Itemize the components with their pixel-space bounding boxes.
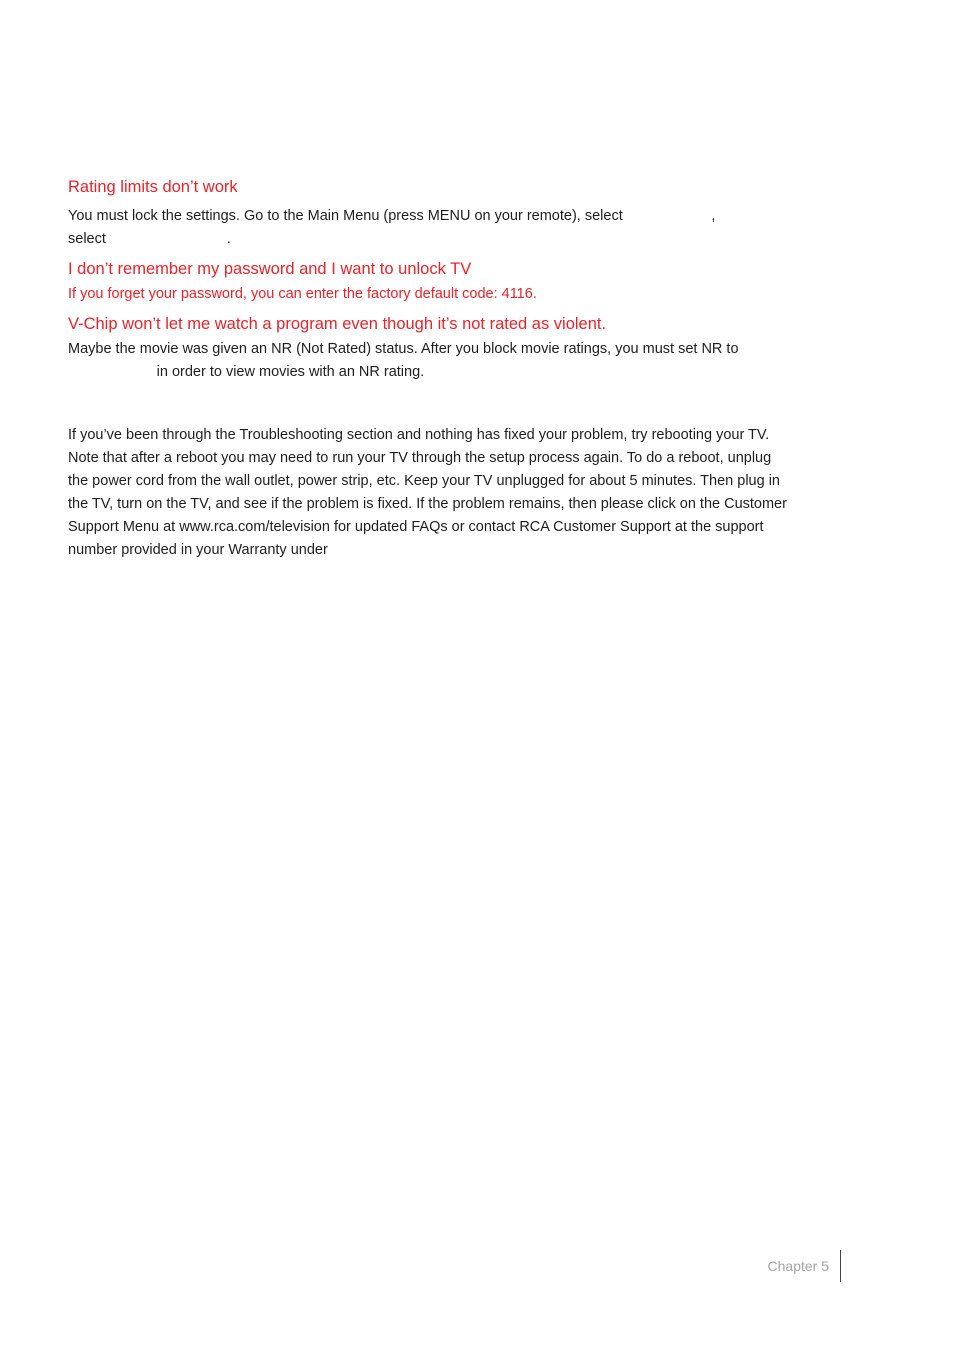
reboot-paragraph: If you’ve been through the Troubleshooting section and nothing has fixed your problem, try rebooting your TV. Note that after a reboot you may need to run your TV through the setup process again. To do a reboot, unplug the power cord from the wall outlet, power strip, etc. Keep your TV unplugged for about 5 minutes. Then plug in the TV, turn on the TV, and see if the problem is fixed. If the problem remains, then please click on the Customer Support Menu at www.rca.com/television for updated FAQs or contact RCA Customer Support at the support number provided in your Warranty under: [68, 427, 787, 558]
page-footer: [768, 1250, 841, 1282]
vchip-line-2: in order to view movies with an NR rating.: [68, 364, 425, 380]
footer-divider: [840, 1250, 841, 1282]
password-heading: I don’t remember my password and I want to unlock TV: [68, 260, 472, 278]
page-content: [68, 176, 788, 562]
rating-limits-line-1: You must lock the settings. Go to the Main Menu (press MENU on your remote), select ,: [68, 208, 716, 224]
rating-limits-heading: Rating limits don’t work: [68, 178, 238, 196]
chapter-label: Chapter 5: [767, 1258, 829, 1274]
vchip-line-1: Maybe the movie was given an NR (Not Rated) status. After you block movie ratings, you must set NR to: [68, 341, 739, 357]
password-body: If you forget your password, you can enter the factory default code: 4116.: [68, 286, 537, 302]
vchip-heading: V-Chip won’t let me watch a program even though it’s not rated as violent.: [68, 315, 607, 333]
rating-limits-line-2: select .: [68, 231, 231, 247]
